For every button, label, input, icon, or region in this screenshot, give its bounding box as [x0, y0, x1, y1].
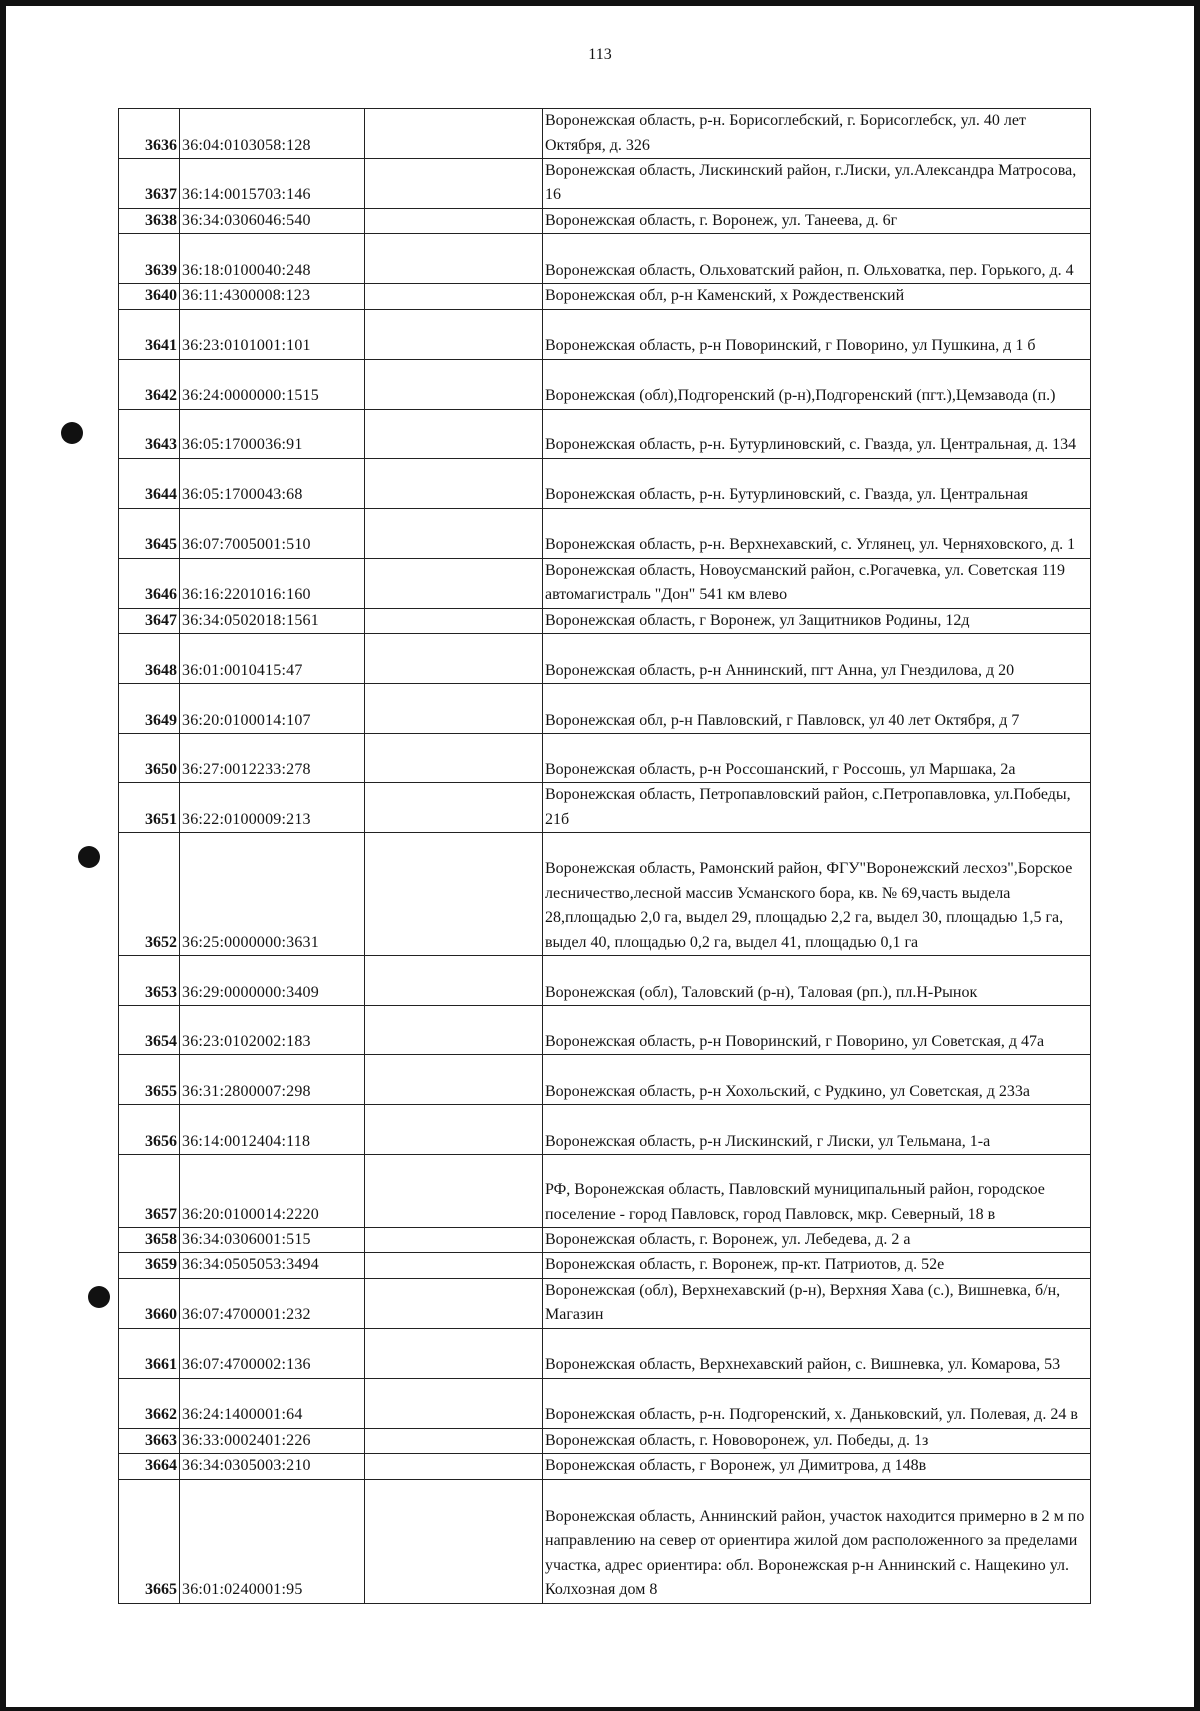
table-row — [119, 208, 1091, 233]
cadastral-number: 36:24:0000000:1515 — [180, 359, 365, 409]
address: Воронежская область, р-н Россошанский, г Россошь, ул Маршака, 2а — [543, 734, 1091, 783]
address: Воронежская область, г Воронеж, ул Защитников Родины, 12д — [543, 608, 1091, 633]
page-number: 113 — [588, 46, 612, 63]
address: Воронежская область, г. Воронеж, пр-кт. Патриотов, д. 52е — [543, 1253, 1091, 1278]
row-number: 3640 — [119, 284, 180, 309]
table-row — [119, 684, 1091, 734]
cadastral-number: 36:34:0306001:515 — [180, 1228, 365, 1253]
address: Воронежская область, Верхнехавский район, с. Вишневка, ул. Комарова, 53 — [543, 1328, 1091, 1378]
table-row — [119, 1278, 1091, 1328]
empty-cell — [365, 1253, 543, 1278]
table-row — [119, 1253, 1091, 1278]
table-row — [119, 558, 1091, 608]
cadastral-number: 36:14:0015703:146 — [180, 159, 365, 209]
empty-cell — [365, 234, 543, 284]
row-number: 3644 — [119, 458, 180, 508]
empty-cell — [365, 734, 543, 783]
cadastral-number: 36:34:0306046:540 — [180, 208, 365, 233]
empty-cell — [365, 508, 543, 558]
table-row — [119, 1155, 1091, 1228]
row-number: 3651 — [119, 783, 180, 833]
row-number: 3655 — [119, 1055, 180, 1105]
address: Воронежская область, р-н. Верхнехавский, с. Углянец, ул. Черняховского, д. 1 — [543, 508, 1091, 558]
empty-cell — [365, 833, 543, 956]
empty-cell — [365, 1454, 543, 1479]
row-number: 3660 — [119, 1278, 180, 1328]
row-number: 3653 — [119, 956, 180, 1006]
row-number: 3639 — [119, 234, 180, 284]
cadastral-number: 36:34:0505053:3494 — [180, 1253, 365, 1278]
row-number: 3665 — [119, 1479, 180, 1603]
row-number: 3664 — [119, 1454, 180, 1479]
address: Воронежская область, Аннинский район, участок находится примерно в 2 м по направлению на север от ориентира жилой дом расположенного за пределами участка, адрес ориентира: обл. Воронежская р-н Аннинский с. Нащекино ул. Колхозная дом 8 — [543, 1479, 1091, 1603]
empty-cell — [365, 159, 543, 209]
cadastral-number: 36:22:0100009:213 — [180, 783, 365, 833]
row-number: 3656 — [119, 1105, 180, 1155]
cadastral-number: 36:33:0002401:226 — [180, 1428, 365, 1453]
address: РФ, Воронежская область, Павловский муниципальный район, городское поселение - город Павловск, город Павловск, мкр. Северный, 18 в — [543, 1155, 1091, 1228]
empty-cell — [365, 956, 543, 1006]
row-number: 3658 — [119, 1228, 180, 1253]
address: Воронежская область, г. Нововоронеж, ул. Победы, д. 1з — [543, 1428, 1091, 1453]
table-row — [119, 783, 1091, 833]
table-row — [119, 1479, 1091, 1603]
empty-cell — [365, 284, 543, 309]
row-number: 3637 — [119, 159, 180, 209]
row-number: 3645 — [119, 508, 180, 558]
empty-cell — [365, 458, 543, 508]
cadastral-number: 36:34:0305003:210 — [180, 1454, 365, 1479]
row-number: 3642 — [119, 359, 180, 409]
row-number: 3652 — [119, 833, 180, 956]
table-row — [119, 1055, 1091, 1105]
cadastral-number: 36:05:1700036:91 — [180, 409, 365, 458]
table-row — [119, 1328, 1091, 1378]
table-row — [119, 458, 1091, 508]
address: Воронежская область, Ольховатский район, п. Ольховатка, пер. Горького, д. 4 — [543, 234, 1091, 284]
punch-hole-2 — [78, 846, 100, 868]
empty-cell — [365, 558, 543, 608]
address: Воронежская область, р-н. Бутурлиновский, с. Гвазда, ул. Центральная — [543, 458, 1091, 508]
table-row — [119, 159, 1091, 209]
row-number: 3657 — [119, 1155, 180, 1228]
cadastral-number: 36:23:0102002:183 — [180, 1006, 365, 1055]
empty-cell — [365, 359, 543, 409]
row-number: 3636 — [119, 109, 180, 159]
address: Воронежская область, г Воронеж, ул Димитрова, д 148в — [543, 1454, 1091, 1479]
address: Воронежская область, р-н Поворинский, г Поворино, ул Пушкина, д 1 б — [543, 309, 1091, 359]
address: Воронежская (обл),Подгоренский (р-н),Подгоренский (пгт.),Цемзавода (п.) — [543, 359, 1091, 409]
address: Воронежская область, Новоусманский район, с.Рогачевка, ул. Советская 119 автомагистраль "Дон" 541 км влево — [543, 558, 1091, 608]
cadastral-number: 36:01:0240001:95 — [180, 1479, 365, 1603]
cadastral-number: 36:18:0100040:248 — [180, 234, 365, 284]
punch-hole-3 — [88, 1286, 110, 1308]
table-row — [119, 234, 1091, 284]
table-row — [119, 734, 1091, 783]
row-number: 3661 — [119, 1328, 180, 1378]
table-row — [119, 608, 1091, 633]
cadastral-number: 36:34:0502018:1561 — [180, 608, 365, 633]
empty-cell — [365, 1328, 543, 1378]
row-number: 3649 — [119, 684, 180, 734]
cadastral-number: 36:11:4300008:123 — [180, 284, 365, 309]
empty-cell — [365, 1278, 543, 1328]
cadastral-number: 36:31:2800007:298 — [180, 1055, 365, 1105]
table-row — [119, 833, 1091, 956]
cadastral-number: 36:07:4700001:232 — [180, 1278, 365, 1328]
row-number: 3648 — [119, 634, 180, 684]
row-number: 3641 — [119, 309, 180, 359]
cadastral-table — [118, 108, 1091, 1604]
row-number: 3643 — [119, 409, 180, 458]
address: Воронежская обл, р-н Каменский, х Рождественский — [543, 284, 1091, 309]
empty-cell — [365, 1428, 543, 1453]
table-row — [119, 284, 1091, 309]
cadastral-number: 36:07:7005001:510 — [180, 508, 365, 558]
table-row — [119, 634, 1091, 684]
address: Воронежская область, р-н Лискинский, г Лиски, ул Тельмана, 1-а — [543, 1105, 1091, 1155]
cadastral-number: 36:01:0010415:47 — [180, 634, 365, 684]
address: Воронежская область, г. Воронеж, ул. Лебедева, д. 2 а — [543, 1228, 1091, 1253]
table-row — [119, 956, 1091, 1006]
row-number: 3662 — [119, 1378, 180, 1428]
table-row — [119, 1428, 1091, 1453]
cadastral-number: 36:29:0000000:3409 — [180, 956, 365, 1006]
empty-cell — [365, 1378, 543, 1428]
cadastral-number: 36:16:2201016:160 — [180, 558, 365, 608]
cadastral-number: 36:20:0100014:107 — [180, 684, 365, 734]
cadastral-number: 36:23:0101001:101 — [180, 309, 365, 359]
empty-cell — [365, 1155, 543, 1228]
table-row — [119, 1454, 1091, 1479]
table-row — [119, 1378, 1091, 1428]
table-row — [119, 1006, 1091, 1055]
address: Воронежская область, р-н. Подгоренский, х. Даньковский, ул. Полевая, д. 24 в — [543, 1378, 1091, 1428]
empty-cell — [365, 634, 543, 684]
address: Воронежская область, р-н. Борисоглебский, г. Борисоглебск, ул. 40 лет Октября, д. 326 — [543, 109, 1091, 159]
cadastral-number: 36:24:1400001:64 — [180, 1378, 365, 1428]
table-row — [119, 109, 1091, 159]
empty-cell — [365, 1055, 543, 1105]
empty-cell — [365, 208, 543, 233]
empty-cell — [365, 409, 543, 458]
empty-cell — [365, 1479, 543, 1603]
address: Воронежская (обл), Верхнехавский (р-н), Верхняя Хава (с.), Вишневка, б/н, Магазин — [543, 1278, 1091, 1328]
punch-hole-1 — [61, 422, 83, 444]
empty-cell — [365, 1006, 543, 1055]
address: Воронежская область, р-н Поворинский, г Поворино, ул Советская, д 47а — [543, 1006, 1091, 1055]
row-number: 3663 — [119, 1428, 180, 1453]
empty-cell — [365, 1228, 543, 1253]
table-row — [119, 508, 1091, 558]
cadastral-number: 36:20:0100014:2220 — [180, 1155, 365, 1228]
address: Воронежская область, Лискинский район, г.Лиски, ул.Александра Матросова, 16 — [543, 159, 1091, 209]
empty-cell — [365, 309, 543, 359]
table-row — [119, 409, 1091, 458]
cadastral-number: 36:05:1700043:68 — [180, 458, 365, 508]
table-row — [119, 1228, 1091, 1253]
address: Воронежская (обл), Таловский (р-н), Таловая (рп.), пл.Н-Рынок — [543, 956, 1091, 1006]
address: Воронежская область, р-н Аннинский, пгт Анна, ул Гнездилова, д 20 — [543, 634, 1091, 684]
row-number: 3659 — [119, 1253, 180, 1278]
cadastral-number: 36:14:0012404:118 — [180, 1105, 365, 1155]
empty-cell — [365, 684, 543, 734]
cadastral-number: 36:25:0000000:3631 — [180, 833, 365, 956]
empty-cell — [365, 1105, 543, 1155]
cadastral-number: 36:27:0012233:278 — [180, 734, 365, 783]
address: Воронежская область, Рамонский район, ФГУ"Воронежский лесхоз",Борское лесничество,лесной массив Усманского бора, кв. № 69,часть выдела 28,площадью 2,0 га, выдел 29, площадью 2,2 га, выдел 30, площадью 1,5 га, выдел 40, площадью 0,2 га, выдел 41, площадью 0,1 га — [543, 833, 1091, 956]
empty-cell — [365, 783, 543, 833]
row-number: 3650 — [119, 734, 180, 783]
table-row — [119, 1105, 1091, 1155]
address: Воронежская область, р-н Хохольский, с Рудкино, ул Советская, д 233а — [543, 1055, 1091, 1105]
address: Воронежская область, г. Воронеж, ул. Танеева, д. 6г — [543, 208, 1091, 233]
row-number: 3654 — [119, 1006, 180, 1055]
address: Воронежская обл, р-н Павловский, г Павловск, ул 40 лет Октября, д 7 — [543, 684, 1091, 734]
table-row — [119, 359, 1091, 409]
cadastral-number: 36:07:4700002:136 — [180, 1328, 365, 1378]
row-number: 3638 — [119, 208, 180, 233]
address: Воронежская область, Петропавловский район, с.Петропавловка, ул.Победы, 21б — [543, 783, 1091, 833]
empty-cell — [365, 608, 543, 633]
empty-cell — [365, 109, 543, 159]
table-row — [119, 309, 1091, 359]
row-number: 3647 — [119, 608, 180, 633]
cadastral-number: 36:04:0103058:128 — [180, 109, 365, 159]
row-number: 3646 — [119, 558, 180, 608]
address: Воронежская область, р-н. Бутурлиновский, с. Гвазда, ул. Центральная, д. 134 — [543, 409, 1091, 458]
